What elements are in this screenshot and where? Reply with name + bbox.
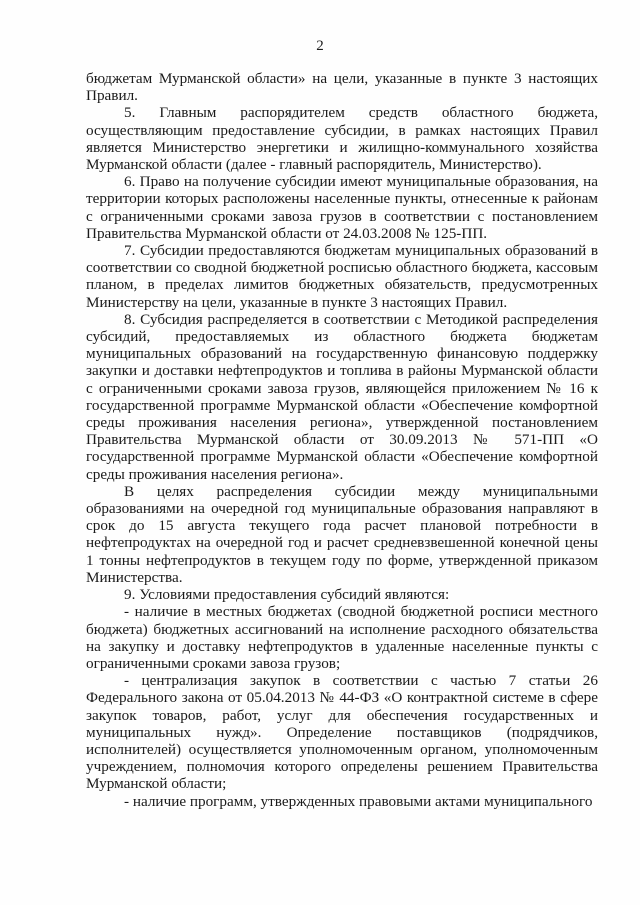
paragraph-5-chief-administrator: 5. Главным распорядителем средств областного бюджета, осуществляющим предоставление субсидии, в рамках настоящих Правил является Министерство энергетики и жилищно-коммунального хозяйства Мурманской области (далее - главный распорядитель, Министерство). [86,104,598,174]
paragraph-6-eligibility: 6. Право на получение субсидии имеют муниципальные образования, на территории которых расположены населенные пункты, отнесенные к районам с ограниченными сроками завоза грузов в соответствии с постановлением Правительства Мурманской области от 24.03.2008 № 125-ПП. [86,173,598,242]
paragraph-9-conditions-heading: 9. Условиями предоставления субсидий являются: [124,586,450,604]
paragraph-8-distribution-method: 8. Субсидия распределяется в соответствии с Методикой распределения субсидий, предоставляемых из областного бюджета бюджетам муниципальных образований на государственную финансовую поддержку закупки и доставки нефтепродуктов и топлива в районы Мурманской области с ограниченными сроками завоза грузов, являющейся приложением № 16 к государственной программе Мурманской области «Обеспечение комфортной среды проживания населения региона», утвержденной постановлением Правительства Мурманской области от 30.09.2013 № 571-ПП «О государственной программе Мурманской области «Обеспечение комфортной среды проживания населения региона». [86,310,598,483]
page-number: 2 [316,38,324,54]
paragraph-7-budget-provision: 7. Субсидии предоставляются бюджетам муниципальных образований в соответствии со сводной бюджетной росписью областного бюджета, кассовым планом, в пределах лимитов бюджетных обязательств, предусмотренных Министерству на цели, указанные в пункте 3 настоящих Правил. [86,242,598,311]
document-body [86,70,598,810]
paragraph-continuation: бюджетам Мурманской области» на цели, указанные в пункте 3 настоящих Правил. [86,70,598,105]
condition-item-centralized-procurement: - централизация закупок в соответствии с частью 7 статьи 26 Федерального закона от 05.04.2013 № 44-ФЗ «О контрактной системе в сфере закупок товаров, работ, услуг для обеспечения государственных и муниципальных нужд». Определение поставщиков (подрядчиков, исполнителей) осуществляется уполномоченным органом, уполномоченным учреждением, полномочия которого определены решением Правительства Мурманской области; [86,672,598,793]
paragraph-8-municipal-submission: В целях распределения субсидии между муниципальными образованиями на очередной год муниципальные образования направляют в срок до 15 августа текущего года расчет плановой потребности в нефтепродуктах на очередной год и расчет средневзвешенной конечной цены 1 тонны нефтепродуктов в текущем году по форме, утвержденной приказом Министерства. [86,482,598,586]
condition-item-programs: - наличие программ, утвержденных правовыми актами муниципального [124,792,593,810]
condition-item-budget-allocations: - наличие в местных бюджетах (сводной бюджетной росписи местного бюджета) бюджетных ассигнований на исполнение расходного обязательства на закупку и доставку нефтепродуктов в удаленные населенные пункты с ограниченными сроками завоза грузов; [86,603,598,672]
